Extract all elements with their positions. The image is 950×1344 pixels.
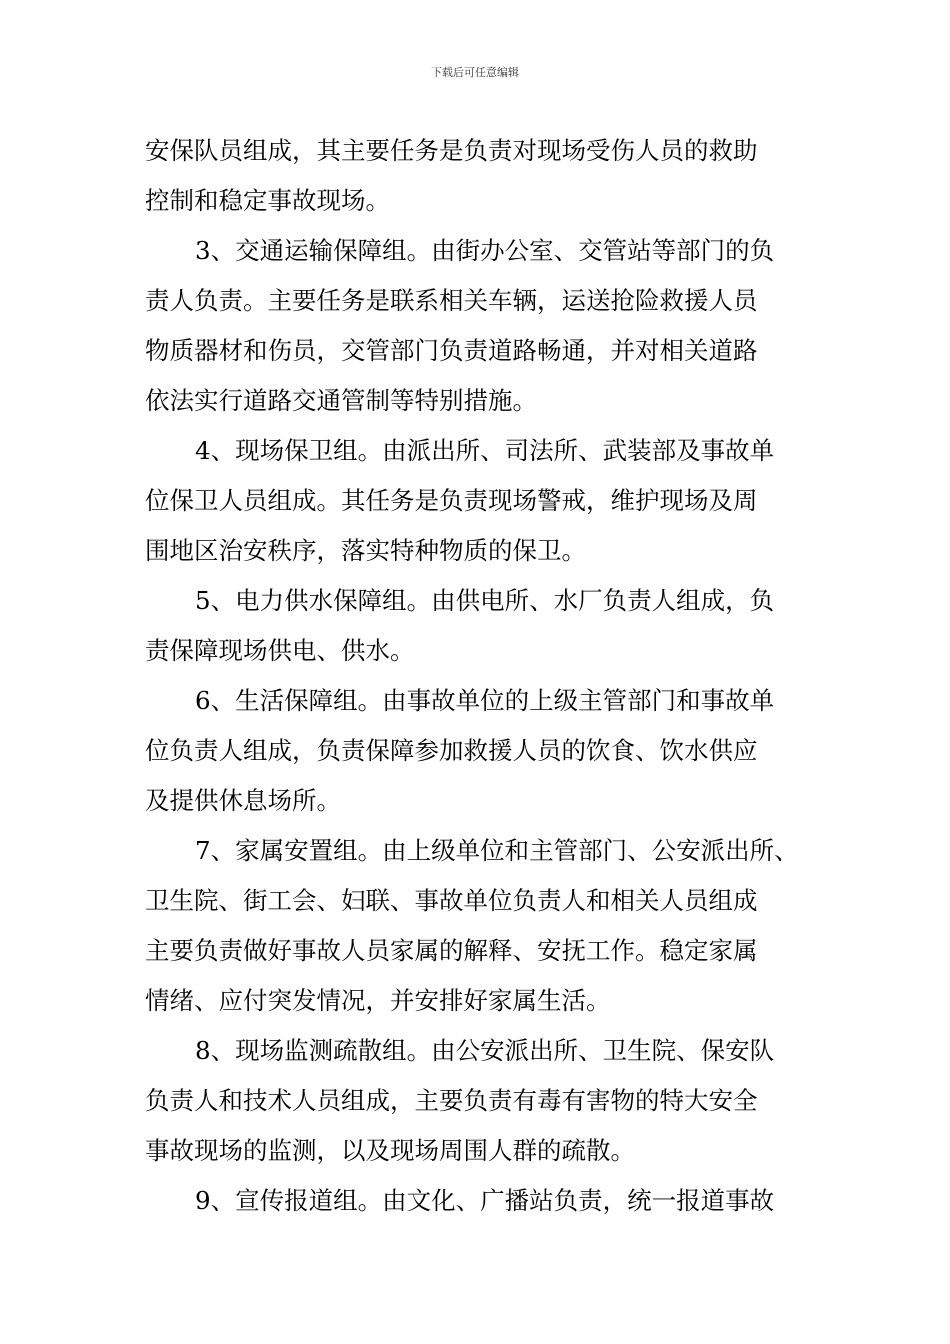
paragraph-start-line: 3、交通运输保障组。由街办公室、交管站等部门的负 bbox=[195, 236, 775, 265]
text-line: 安保队员组成，其主要任务是负责对现场受伤人员的救助 bbox=[145, 136, 758, 165]
text-line: 围地区治安秩序，落实特种物质的保卫。 bbox=[145, 536, 586, 565]
paragraph-start-line: 5、电力供水保障组。由供电所、水厂负责人组成，负 bbox=[195, 586, 775, 615]
text-line: 物质器材和伤员，交管部门负责道路畅通，并对相关道路 bbox=[145, 336, 758, 365]
text-line: 情绪、应付突发情况，并安排好家属生活。 bbox=[145, 986, 611, 1015]
text-line: 位负责人组成，负责保障参加救援人员的饮食、饮水供应 bbox=[145, 736, 758, 765]
text-line: 及提供休息场所。 bbox=[145, 786, 341, 815]
text-line: 位保卫人员组成。其任务是负责现场警戒，维护现场及周 bbox=[145, 486, 758, 515]
paragraph-start-line: 9、宣传报道组。由文化、广播站负责，统一报道事故 bbox=[195, 1186, 775, 1215]
paragraph-start-line: 6、生活保障组。由事故单位的上级主管部门和事故单 bbox=[195, 686, 775, 715]
document-body bbox=[145, 126, 810, 1226]
paragraph-start-line: 7、家属安置组。由上级单位和主管部门、公安派出所、 bbox=[195, 836, 799, 865]
text-line: 控制和稳定事故现场。 bbox=[145, 186, 390, 215]
page-header: 下载后可任意编辑 bbox=[431, 66, 519, 79]
paragraph-start-line: 8、现场监测疏散组。由公安派出所、卫生院、保安队 bbox=[195, 1036, 775, 1065]
text-line: 负责人和技术人员组成，主要负责有毒有害物的特大安全 bbox=[145, 1086, 758, 1115]
text-line: 责保障现场供电、供水。 bbox=[145, 636, 415, 665]
text-line: 主要负责做好事故人员家属的解释、安抚工作。稳定家属 bbox=[145, 936, 758, 965]
text-line: 事故现场的监测，以及现场周围人群的疏散。 bbox=[145, 1136, 635, 1165]
text-line: 卫生院、街工会、妇联、事故单位负责人和相关人员组成 bbox=[145, 886, 758, 915]
paragraph-start-line: 4、现场保卫组。由派出所、司法所、武装部及事故单 bbox=[195, 436, 775, 465]
text-line: 责人负责。主要任务是联系相关车辆，运送抢险救援人员 bbox=[145, 286, 758, 315]
text-line: 依法实行道路交通管制等特别措施。 bbox=[145, 386, 537, 415]
